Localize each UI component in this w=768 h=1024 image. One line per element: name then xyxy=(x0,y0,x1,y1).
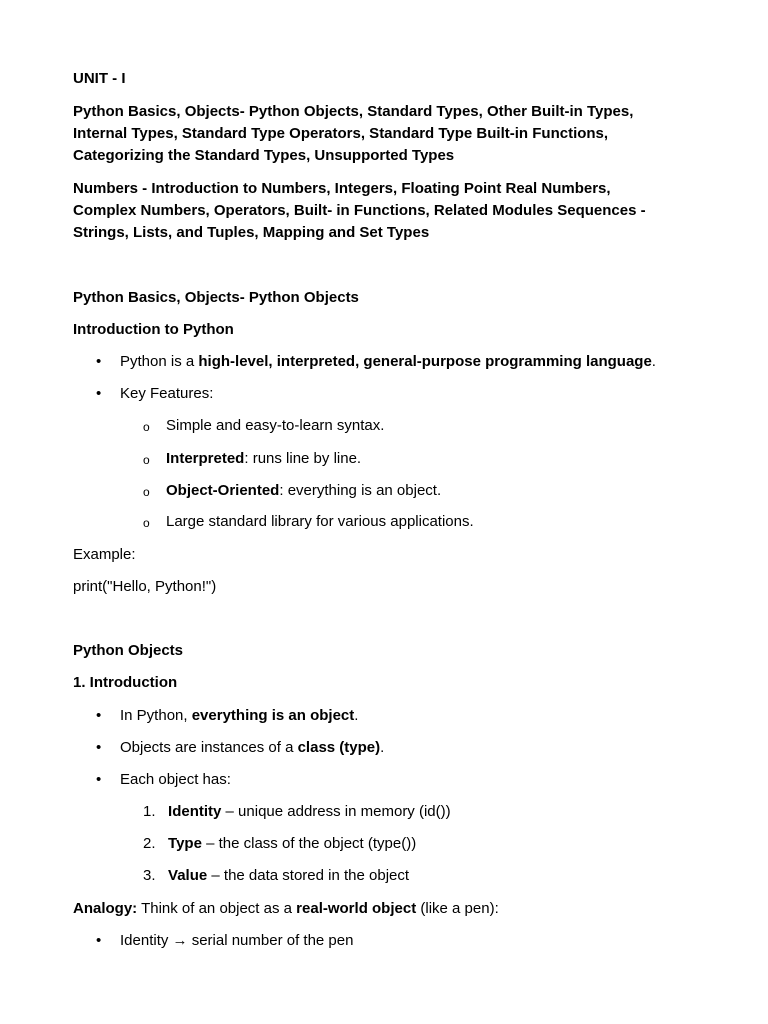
example-label: Example: xyxy=(73,546,136,563)
circle-bullet-icon: o xyxy=(143,453,150,467)
list-item: In Python, everything is an object. xyxy=(120,707,359,724)
list-item: Identity → serial number of the pen xyxy=(120,932,354,949)
overview-line: Numbers - Introduction to Numbers, Integers, Floating Point Real Numbers, xyxy=(73,180,611,197)
feature-item: Interpreted: runs line by line. xyxy=(166,450,362,467)
section-heading: Python Objects xyxy=(73,642,184,659)
unit-title: UNIT - I xyxy=(73,70,126,87)
bullet-icon: • xyxy=(96,353,102,370)
numbered-item: 3. Value – the data stored in the object xyxy=(143,867,410,884)
numbered-item: 2. Type – the class of the object (type()) xyxy=(143,835,417,852)
bullet-icon: • xyxy=(96,932,102,949)
feature-item: Large standard library for various applications. xyxy=(166,513,474,530)
bullet-icon: • xyxy=(96,739,102,756)
example-code: print("Hello, Python!") xyxy=(73,578,217,595)
analogy-line: Analogy: Think of an object as a real-world object (like a pen): xyxy=(73,900,499,917)
section-subheading: 1. Introduction xyxy=(73,674,178,691)
overview-line: Strings, Lists, and Tuples, Mapping and Set Types xyxy=(73,224,430,241)
list-item: Objects are instances of a class (type). xyxy=(120,739,385,756)
section-heading: Python Basics, Objects- Python Objects xyxy=(73,289,359,306)
circle-bullet-icon: o xyxy=(143,485,150,499)
list-item: Each object has: xyxy=(120,771,231,788)
bullet-icon: • xyxy=(96,707,102,724)
numbered-item: 1. Identity – unique address in memory (id()) xyxy=(143,803,451,820)
bullet-icon: • xyxy=(96,771,102,788)
overview-line: Categorizing the Standard Types, Unsupported Types xyxy=(73,147,455,164)
circle-bullet-icon: o xyxy=(143,516,150,530)
bullet-icon: • xyxy=(96,385,102,402)
section-subheading: Introduction to Python xyxy=(73,321,234,338)
feature-item: Simple and easy-to-learn syntax. xyxy=(166,417,385,434)
overview-line: Python Basics, Objects- Python Objects, Standard Types, Other Built-in Types, xyxy=(73,103,634,120)
overview-line: Complex Numbers, Operators, Built- in Functions, Related Modules Sequences - xyxy=(73,202,646,219)
overview-line: Internal Types, Standard Type Operators, Standard Type Built-in Functions, xyxy=(73,125,609,142)
feature-item: Object-Oriented: everything is an object. xyxy=(166,482,442,499)
list-item: Python is a high-level, interpreted, general-purpose programming language. xyxy=(120,353,656,370)
list-item: Key Features: xyxy=(120,385,214,402)
circle-bullet-icon: o xyxy=(143,420,150,434)
